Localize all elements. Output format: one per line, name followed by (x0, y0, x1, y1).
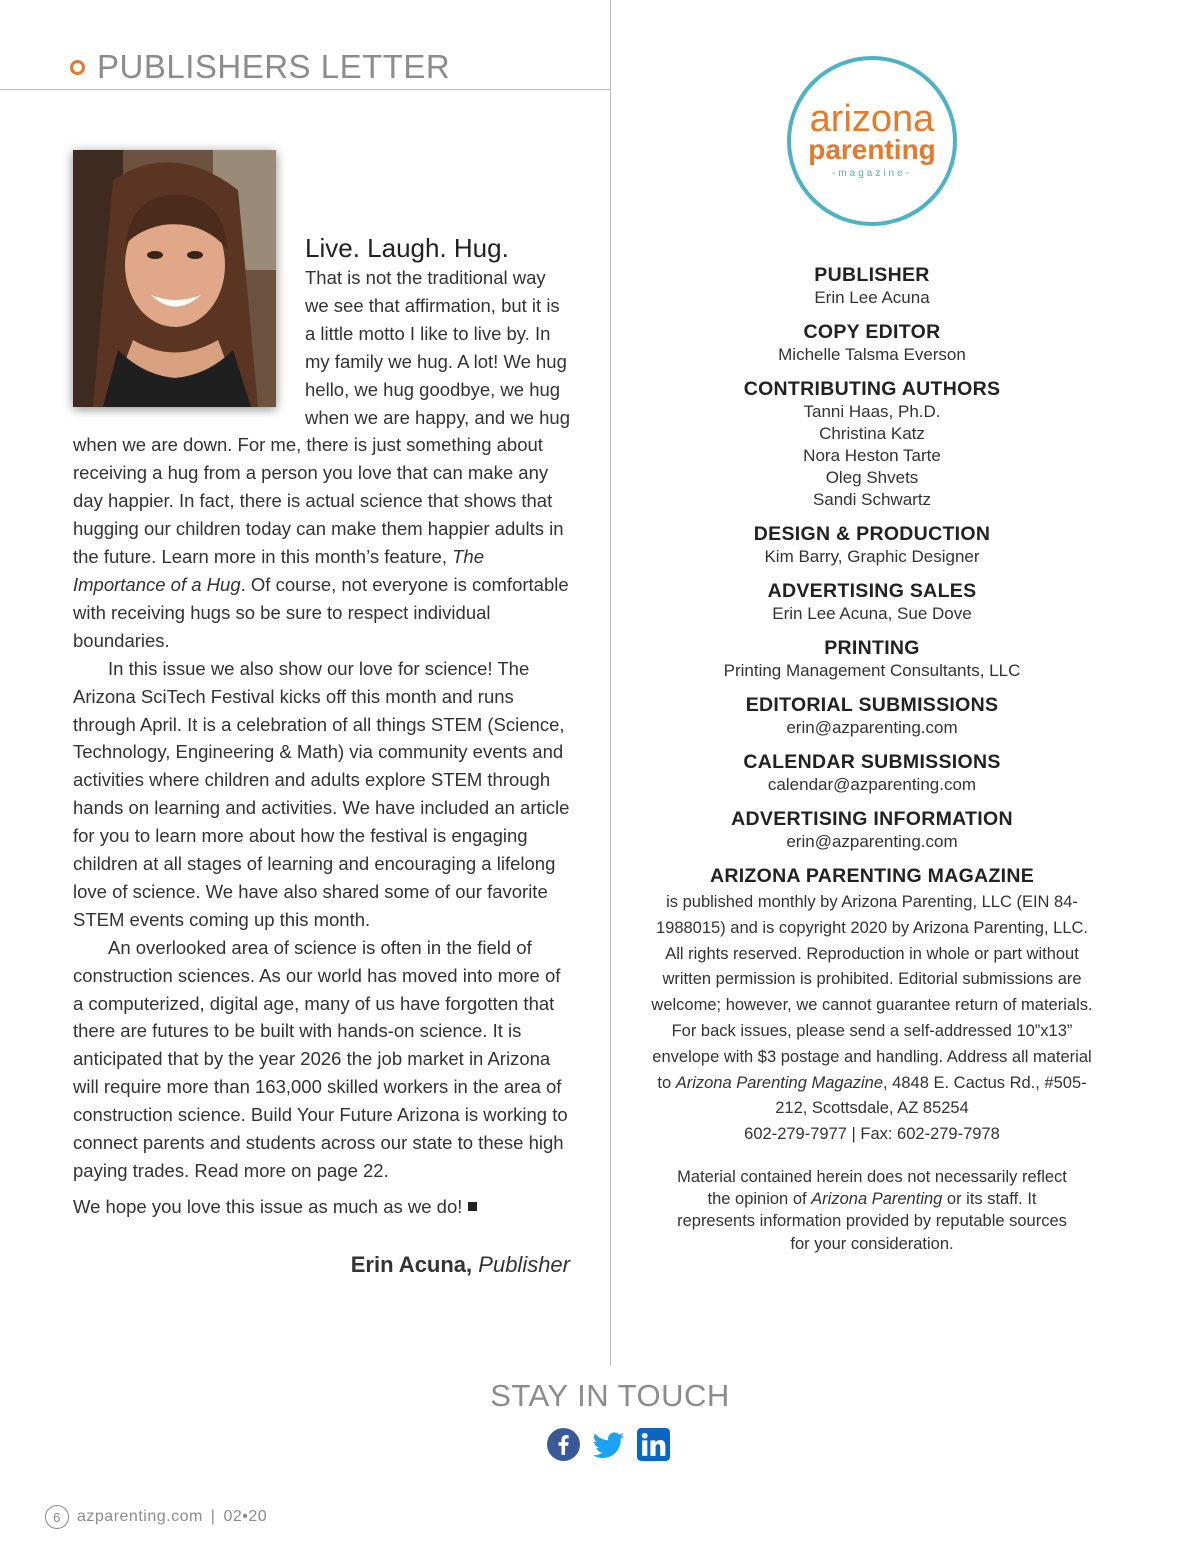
header-rule (0, 89, 610, 90)
letter-headline: Live. Laugh. Hug. (305, 233, 509, 263)
masthead-line: erin@azparenting.com (786, 832, 958, 851)
masthead-heading: ADVERTISING SALES (767, 580, 977, 602)
letter-text: That is not the traditional way we see that affirmation, but it is a little motto I like to live by. In my family we hug. A lot! We hug hello, we hug goodbye, we hug when we are happy, and we hug when we are down. For me, there is just something about receiving a hug from a person you love that can make any day happier. In fact, there is actual science that shows that hugging our children today can make them happier adults in the future. Learn more in this month’s feature, (73, 267, 571, 568)
masthead-line: Tanni Haas, Ph.D. (803, 402, 941, 421)
column-divider (610, 0, 611, 1366)
masthead-line: Christina Katz (819, 424, 925, 443)
masthead-block (650, 637, 1094, 682)
photo-spacer (73, 232, 305, 429)
masthead-line: Nora Heston Tarte (803, 446, 941, 465)
address-line: , 4848 E. Cactus Rd., #505-212, Scottsdale, AZ 85254 (775, 1073, 1087, 1118)
masthead-block (650, 264, 1094, 309)
signature-name: Erin Acuna, (350, 1251, 473, 1277)
footer-issue: 02•20 (223, 1508, 268, 1525)
letter-text: . Of course, not everyone is comfortable with receiving hugs so be sure to respect individual boundaries. (73, 573, 569, 651)
disclaimer-name: Arizona Parenting (811, 1190, 943, 1209)
masthead (650, 264, 1094, 1255)
disclaimer-suffix: or its staff. It represents information provided by reputable sources for your consideration. (677, 1190, 1067, 1253)
page-number: 6 (45, 1505, 69, 1529)
signature-title: Publisher (478, 1251, 570, 1277)
masthead-block (650, 378, 1094, 511)
masthead-heading: PUBLISHER (814, 264, 930, 286)
feature-title: The Importance of a Hug (73, 546, 485, 595)
address-magazine-name: Arizona Parenting Magazine (675, 1073, 884, 1092)
masthead-block (650, 694, 1094, 739)
bullet-circle-icon (70, 60, 85, 75)
twitter-icon[interactable] (592, 1428, 625, 1461)
address-prefix: Address all material to (657, 1047, 1092, 1092)
masthead-heading: ADVERTISING INFORMATION (731, 808, 1013, 830)
masthead-heading: PRINTING (824, 637, 920, 659)
logo-word-magazine: -magazine- (831, 168, 913, 179)
masthead-line: Oleg Shvets (825, 468, 919, 487)
masthead-line: Sandi Schwartz (812, 490, 932, 509)
section-header (70, 48, 450, 86)
publisher-letter (73, 232, 573, 1279)
logo-word-arizona: arizona (809, 98, 935, 140)
publication-info (650, 890, 1094, 1148)
masthead-block (650, 523, 1094, 568)
masthead-block (650, 321, 1094, 366)
disclaimer (672, 1166, 1072, 1255)
masthead-line: erin@azparenting.com (786, 718, 958, 737)
masthead-heading: DESIGN & PRODUCTION (753, 523, 991, 545)
linkedin-icon[interactable] (637, 1428, 670, 1461)
disclaimer-prefix: Material contained herein does not necessarily reflect the opinion of (677, 1167, 1067, 1209)
masthead-block (650, 751, 1094, 796)
social-links (547, 1428, 670, 1461)
masthead-heading: COPY EDITOR (803, 321, 941, 343)
magazine-logo (787, 56, 957, 226)
facebook-icon[interactable] (547, 1428, 580, 1461)
masthead-list (650, 264, 1094, 853)
footer-site: azparenting.com (77, 1508, 203, 1525)
signature (73, 1251, 573, 1279)
masthead-line: calendar@azparenting.com (767, 775, 977, 794)
stay-in-touch-heading: STAY IN TOUCH (490, 1378, 730, 1413)
section-title: PUBLISHERS LETTER (97, 48, 451, 85)
masthead-line: Michelle Talsma Everson (778, 345, 966, 364)
end-mark-icon (468, 1202, 477, 1211)
publication-heading: ARIZONA PARENTING MAGAZINE (709, 865, 1035, 887)
logo-word-parenting: parenting (808, 134, 936, 165)
masthead-line: Erin Lee Acuna, Sue Dove (772, 604, 972, 623)
letter-paragraph-3: An overlooked area of science is often in the field of construction sciences. As our world has moved into more of a computerized, digital age, many of us have forgotten that there are futures to be built with hands-on science. It is anticipated that by the year 2026 the job market in Arizona will require more than 163,000 skilled workers in the area of construction science. Build Your Future Arizona is working to connect parents and students across our state to these high paying trades. Read more on page 22. (73, 936, 568, 1181)
page-footer (45, 1505, 267, 1529)
phone-fax: 602-279-7977 | Fax: 602-279-7978 (744, 1125, 1000, 1144)
publication-text: is published monthly by Arizona Parenting, LLC (EIN 84-1988015) and is copyright 2020 by Arizona Parenting, LLC. All rights reserved. Reproduction in whole or part without written permission is prohibited. Editorial submissions are welcome; however, we cannot guarantee return of materials. For back issues, please send a self-addressed 10”x13” envelope with $3 postage and handling. (651, 893, 1093, 1066)
masthead-line: Erin Lee Acuna (814, 288, 930, 307)
masthead-heading: CONTRIBUTING AUTHORS (743, 378, 1001, 400)
letter-paragraph-2: In this issue we also show our love for science! The Arizona SciTech Festival kicks off this month and runs through April. It is a celebration of all things STEM (Science, Technology, Engineering & Math) via community events and activities where children and adults explore STEM through hands on learning and activities. We have included an article for you to learn more about how the festival is engaging children at all stages of learning and encouraging a lifelong love of science. We have also shared some of our favorite STEM events coming up this month. (73, 657, 570, 930)
masthead-heading: CALENDAR SUBMISSIONS (743, 751, 1001, 773)
masthead-heading: EDITORIAL SUBMISSIONS (745, 694, 999, 716)
masthead-line: Printing Management Consultants, LLC (723, 661, 1021, 680)
closing-text: We hope you love this issue as much as we do! (73, 1195, 463, 1217)
footer-separator: | (210, 1508, 216, 1525)
masthead-block (650, 580, 1094, 625)
masthead-block (650, 808, 1094, 853)
letter-closing (73, 1193, 573, 1221)
masthead-line: Kim Barry, Graphic Designer (764, 547, 980, 566)
